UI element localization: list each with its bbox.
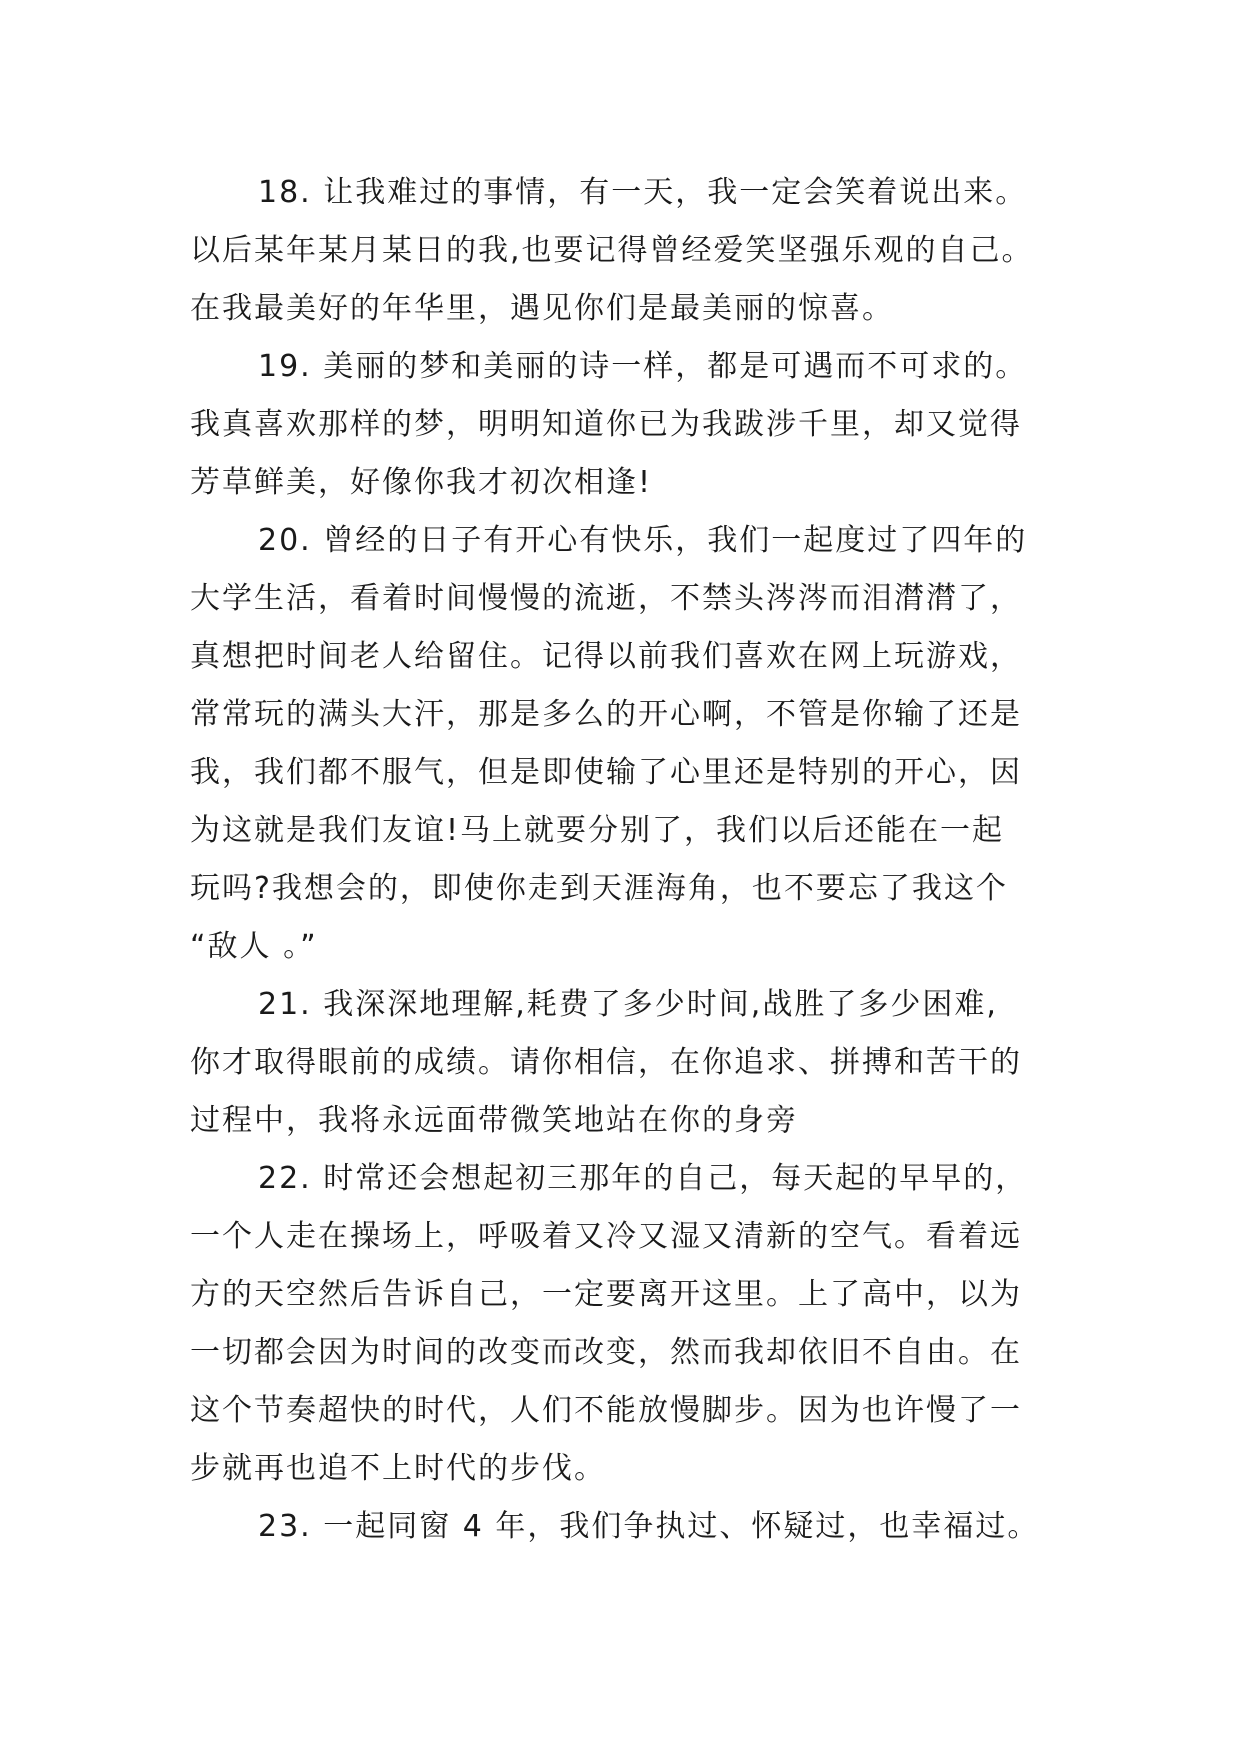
text-line: 以后某年某月某日的我,也要记得曾经爱笑坚强乐观的自己。 — [190, 233, 1034, 268]
paragraph-19 — [190, 338, 1090, 512]
paragraph-22 — [190, 1150, 1090, 1498]
text-line: 一个人走在操场上，呼吸着又冷又湿又清新的空气。看着远 — [190, 1219, 1022, 1254]
text-line: 21. 我深深地理解,耗费了多少时间,战胜了多少困难, — [258, 987, 998, 1022]
text-line: 22. 时常还会想起初三那年的自己，每天起的早早的， — [258, 1161, 1028, 1196]
text-line: 18. 让我难过的事情，有一天，我一定会笑着说出来。 — [258, 175, 1028, 210]
paragraph-21 — [190, 976, 1090, 1150]
text-line: 过程中，我将永远面带微笑地站在你的身旁 — [190, 1103, 798, 1138]
paragraph-20 — [190, 512, 1090, 976]
text-line: 真想把时间老人给留住。记得以前我们喜欢在网上玩游戏， — [190, 639, 1022, 674]
text-line: “敌人 。” — [190, 929, 318, 964]
text-line: 这个节奏超快的时代，人们不能放慢脚步。因为也许慢了一 — [190, 1393, 1022, 1428]
text-line: 我，我们都不服气，但是即使输了心里还是特别的开心，因 — [190, 755, 1022, 790]
document-body — [190, 164, 1090, 1556]
text-line: 我真喜欢那样的梦，明明知道你已为我跋涉千里，却又觉得 — [190, 407, 1022, 442]
text-line: 19. 美丽的梦和美丽的诗一样，都是可遇而不可求的。 — [258, 349, 1028, 384]
text-line: 玩吗?我想会的，即使你走到天涯海角，也不要忘了我这个 — [190, 871, 1008, 906]
text-line: 你才取得眼前的成绩。请你相信，在你追求、拼搏和苦干的 — [190, 1045, 1022, 1080]
text-line: 步就再也追不上时代的步伐。 — [190, 1451, 606, 1486]
text-line: 方的天空然后告诉自己，一定要离开这里。上了高中，以为 — [190, 1277, 1022, 1312]
text-line: 为这就是我们友谊!马上就要分别了，我们以后还能在一起 — [190, 813, 1005, 848]
paragraph-23 — [190, 1498, 1090, 1556]
text-line: 23. 一起同窗 4 年，我们争执过、怀疑过，也幸福过。 — [258, 1509, 1040, 1544]
text-line: 常常玩的满头大汗，那是多么的开心啊，不管是你输了还是 — [190, 697, 1022, 732]
text-line: 芳草鲜美，好像你我才初次相逢! — [190, 465, 653, 500]
text-line: 大学生活，看着时间慢慢的流逝，不禁头涔涔而泪潸潸了， — [190, 581, 1022, 616]
text-line: 一切都会因为时间的改变而改变，然而我却依旧不自由。在 — [190, 1335, 1022, 1370]
text-line: 在我最美好的年华里，遇见你们是最美丽的惊喜。 — [190, 291, 894, 326]
text-line: 20. 曾经的日子有开心有快乐，我们一起度过了四年的 — [258, 523, 1028, 558]
paragraph-18 — [190, 164, 1090, 338]
